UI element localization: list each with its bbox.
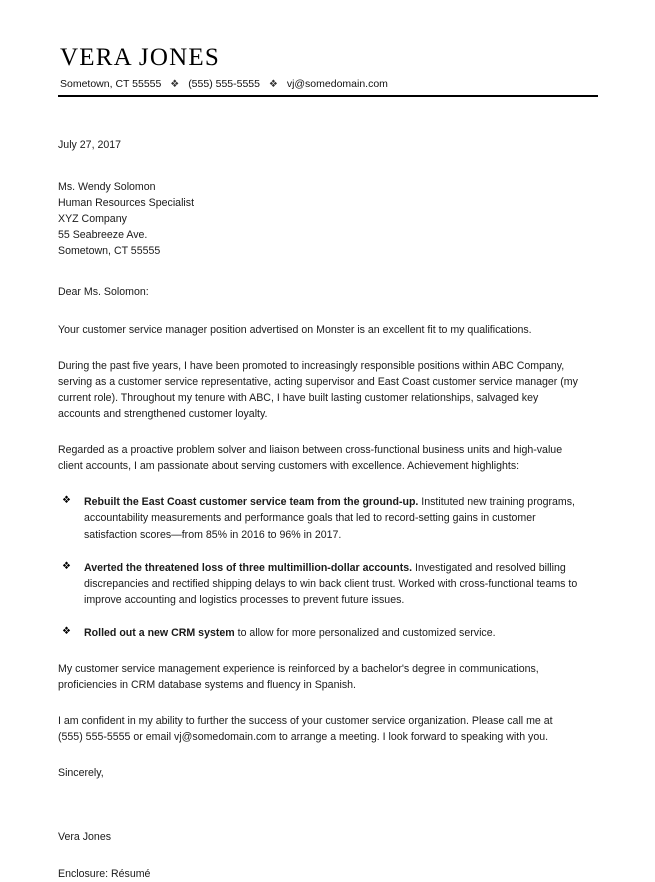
letter-body: [58, 137, 578, 882]
diamond-bullet-icon: ❖: [62, 560, 71, 572]
paragraph-4: My customer service management experience is reinforced by a bachelor's degree in communications, proficiencies in CRM database systems and fluency in Spanish.: [58, 662, 539, 692]
letter-date: July 27, 2017: [58, 139, 122, 151]
list-item: [58, 625, 578, 641]
recipient-city-state-zip: Sometown, CT 55555: [58, 245, 161, 258]
signature-name: Vera Jones: [58, 831, 112, 844]
header-divider: [58, 95, 598, 97]
highlight-lead: Averted the threatened loss of three multimillion-dollar accounts.: [84, 561, 413, 574]
contact-email: vj@somedomain.com: [286, 78, 388, 90]
paragraph-5: I am confident in my ability to further the success of your customer service organization. Please call me at (555) 555-5555 or email vj@somedomain.com to arrange a meeting. I look forward to speaking with you.: [58, 715, 553, 744]
recipient-street: 55 Seabreeze Ave.: [58, 229, 148, 242]
highlight-text: Instituted new training programs, accountability measurements and performance goals that led to record-setting gains in customer satisfaction scores—from 85% in 2016 to 96% in 2017.: [84, 496, 575, 541]
paragraph-1: Your customer service manager position advertised on Monster is an excellent fit to my qualifications.: [58, 323, 532, 336]
closing: Sincerely,: [58, 767, 104, 780]
highlight-lead: Rebuilt the East Coast customer service team from the ground-up.: [84, 496, 419, 509]
letterhead: [58, 0, 597, 97]
contact-line: [60, 78, 597, 90]
contact-address: Sometown, CT 55555: [60, 78, 162, 90]
list-item: [58, 560, 578, 608]
contact-phone: (555) 555-5555: [188, 78, 260, 90]
paragraph-3: Regarded as a proactive problem solver and liaison between cross-functional business units and high-value client accounts, I am passionate about serving customers with excellence. Achievement highlights:: [58, 444, 563, 473]
highlight-text: to allow for more personalized and customized service.: [234, 626, 496, 639]
diamond-separator-icon: ❖: [268, 79, 278, 90]
highlight-text: Investigated and resolved billing discrepancies and rectified shipping delays to win back client trust. Worked with cross-functional teams to improve accounting and logistics processes to prevent future issues.: [84, 561, 578, 606]
list-item: [58, 494, 578, 542]
highlight-lead: Rolled out a new CRM system: [84, 626, 235, 639]
enclosure-note: Enclosure: Résumé: [58, 867, 151, 880]
achievement-highlights-list: [58, 494, 578, 641]
salutation: Dear Ms. Solomon:: [58, 285, 149, 298]
page-title: VERA JONES: [60, 44, 220, 71]
diamond-separator-icon: ❖: [170, 79, 180, 90]
recipient-company: XYZ Company: [58, 213, 127, 226]
recipient-block: [58, 179, 578, 259]
paragraph-2: During the past five years, I have been promoted to increasingly responsible positions within ABC Company, serving as a customer service representative, acting supervisor and East Coast customer service manager (my current role). Throughout my tenure with ABC, I have built lasting customer relationships, salvaged key accounts and strengthened customer loyalty.: [58, 359, 578, 421]
recipient-name: Ms. Wendy Solomon: [58, 181, 156, 194]
diamond-bullet-icon: ❖: [62, 625, 71, 637]
recipient-title: Human Resources Specialist: [58, 197, 195, 210]
diamond-bullet-icon: ❖: [62, 495, 71, 507]
